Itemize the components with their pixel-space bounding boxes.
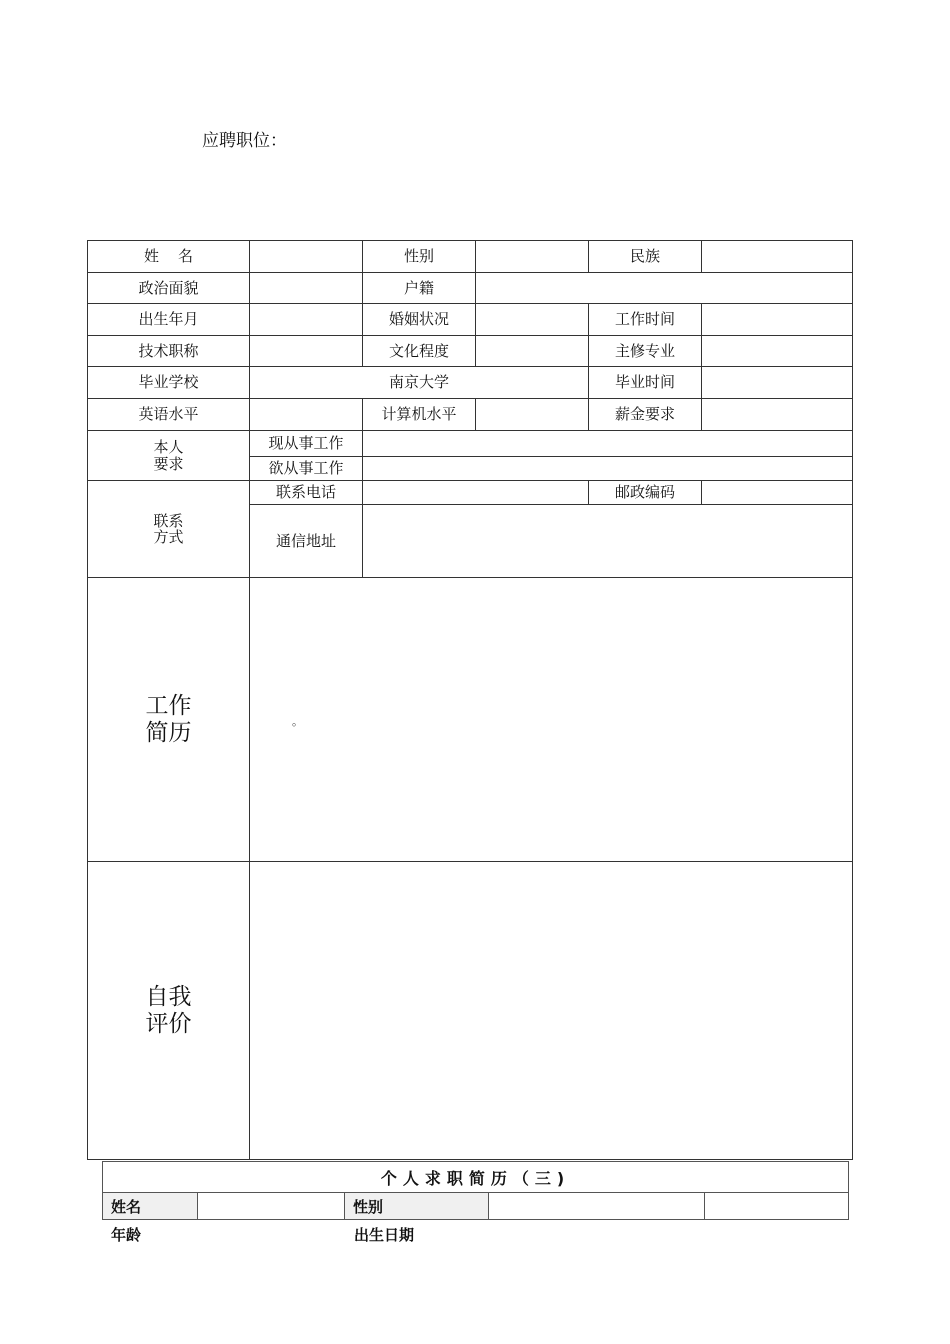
desired-job-field[interactable]: [363, 457, 853, 481]
requirement-label: 本人 要求: [88, 431, 250, 481]
work-time-label: 工作时间: [589, 304, 702, 336]
ethnicity-field[interactable]: [702, 241, 853, 273]
resume-three-gender-label: 性别: [345, 1193, 489, 1220]
tech-title-field[interactable]: [250, 336, 363, 367]
name-label: 姓 名: [88, 241, 250, 273]
gender-label: 性别: [363, 241, 476, 273]
resume-three-name-field[interactable]: [198, 1193, 345, 1220]
tech-title-label: 技术职称: [88, 336, 250, 367]
ethnicity-label: 民族: [589, 241, 702, 273]
position-applied-label: 应聘职位：: [202, 131, 287, 151]
political-label: 政治面貌: [88, 273, 250, 304]
work-time-field[interactable]: [702, 304, 853, 336]
salary-label: 薪金要求: [589, 399, 702, 431]
grad-time-label: 毕业时间: [589, 367, 702, 399]
hukou-label: 户籍: [363, 273, 476, 304]
postcode-label: 邮政编码: [589, 481, 702, 505]
resume-three-table: [102, 1161, 849, 1220]
salary-field[interactable]: [702, 399, 853, 431]
self-eval-field[interactable]: [250, 862, 853, 1160]
resume-three-photo-field[interactable]: [705, 1193, 849, 1220]
grad-time-field[interactable]: [702, 367, 853, 399]
gender-field[interactable]: [476, 241, 589, 273]
phone-label: 联系电话: [250, 481, 363, 505]
computer-label: 计算机水平: [363, 399, 476, 431]
work-history-mark: 。: [292, 715, 303, 728]
self-eval-label: 自我 评价: [88, 862, 250, 1160]
current-job-label: 现从事工作: [250, 431, 363, 457]
resume-three-name-label: 姓名: [103, 1193, 198, 1220]
major-field[interactable]: [702, 336, 853, 367]
desired-job-label: 欲从事工作: [250, 457, 363, 481]
computer-field[interactable]: [476, 399, 589, 431]
contact-label: 联系 方式: [88, 481, 250, 578]
english-label: 英语水平: [88, 399, 250, 431]
education-field[interactable]: [476, 336, 589, 367]
resume-form-table: [87, 240, 853, 1160]
address-label: 通信地址: [250, 505, 363, 578]
marital-field[interactable]: [476, 304, 589, 336]
major-label: 主修专业: [589, 336, 702, 367]
birth-label: 出生年月: [88, 304, 250, 336]
hukou-field[interactable]: [476, 273, 853, 304]
education-label: 文化程度: [363, 336, 476, 367]
school-label: 毕业学校: [88, 367, 250, 399]
school-field[interactable]: 南京大学: [250, 367, 589, 399]
resume-three-gender-field[interactable]: [489, 1193, 705, 1220]
english-field[interactable]: [250, 399, 363, 431]
resume-three-dob-label: 出生日期: [354, 1226, 415, 1244]
address-field[interactable]: [363, 505, 853, 578]
resume-three-age-label: 年龄: [111, 1226, 142, 1244]
birth-field[interactable]: [250, 304, 363, 336]
current-job-field[interactable]: [363, 431, 853, 457]
work-history-field[interactable]: [250, 578, 853, 862]
name-field[interactable]: [250, 241, 363, 273]
political-field[interactable]: [250, 273, 363, 304]
marital-label: 婚姻状况: [363, 304, 476, 336]
phone-field[interactable]: [363, 481, 589, 505]
resume-three-title: 个人求职简历（三): [103, 1162, 849, 1193]
work-history-label: 工作 简历: [88, 578, 250, 862]
postcode-field[interactable]: [702, 481, 853, 505]
